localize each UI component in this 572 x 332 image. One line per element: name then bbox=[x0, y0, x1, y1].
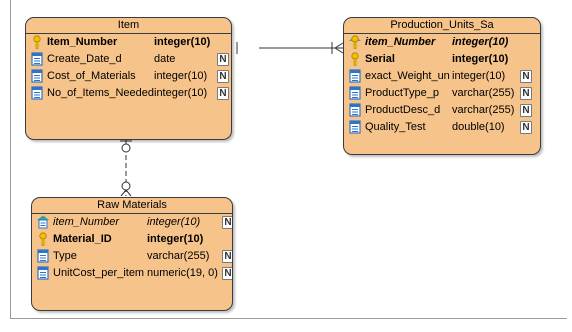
column-type: integer(10) bbox=[154, 36, 211, 48]
column-type: integer(10) bbox=[452, 53, 509, 65]
column-name: No_of_Items_Needed bbox=[47, 87, 155, 99]
column-row[interactable] bbox=[26, 85, 231, 102]
entity-title: Item bbox=[26, 18, 231, 34]
column-name: Serial bbox=[365, 53, 395, 65]
column-row[interactable] bbox=[344, 34, 540, 51]
column-list bbox=[26, 34, 231, 102]
column-type: varchar(255) bbox=[452, 87, 515, 99]
nullable-badge: N bbox=[520, 87, 532, 100]
nullable-badge: N bbox=[520, 121, 532, 134]
column-row[interactable] bbox=[32, 248, 232, 265]
primary-key-icon bbox=[36, 232, 50, 246]
column-type: integer(10) bbox=[147, 233, 204, 245]
column-row[interactable] bbox=[32, 214, 232, 231]
column-type: numeric(19, 0) bbox=[147, 267, 218, 279]
column-name: exact_Weight_un bbox=[365, 70, 450, 82]
column-name: Create_Date_d bbox=[47, 53, 122, 65]
column-icon bbox=[36, 266, 50, 280]
column-row[interactable] bbox=[26, 34, 231, 51]
column-name: ProductType_p bbox=[365, 87, 439, 99]
primary-key-icon bbox=[348, 52, 362, 66]
foreign-key-icon bbox=[36, 215, 50, 229]
column-type: integer(10) bbox=[452, 70, 506, 82]
entity-title: Raw Materials bbox=[32, 198, 232, 214]
column-row[interactable] bbox=[344, 68, 540, 85]
column-icon bbox=[30, 86, 44, 100]
nullable-badge: N bbox=[217, 53, 229, 66]
primary-foreign-key-icon bbox=[348, 35, 362, 49]
nullable-badge: N bbox=[520, 70, 532, 83]
column-row[interactable] bbox=[32, 265, 232, 282]
column-icon bbox=[348, 120, 362, 134]
nullable-badge: N bbox=[217, 87, 229, 100]
column-type: varchar(255) bbox=[452, 104, 515, 116]
column-row[interactable] bbox=[344, 102, 540, 119]
entity-item[interactable] bbox=[25, 17, 232, 140]
nullable-badge: N bbox=[222, 250, 233, 263]
column-icon bbox=[348, 103, 362, 117]
column-row[interactable] bbox=[26, 68, 231, 85]
column-row[interactable] bbox=[344, 119, 540, 136]
column-type: double(10) bbox=[452, 121, 505, 133]
column-row[interactable] bbox=[26, 51, 231, 68]
column-name: Quality_Test bbox=[365, 121, 426, 133]
column-list bbox=[32, 214, 232, 282]
column-row[interactable] bbox=[32, 231, 232, 248]
column-type: integer(10) bbox=[154, 87, 208, 99]
nullable-badge: N bbox=[217, 70, 229, 83]
column-row[interactable] bbox=[344, 51, 540, 68]
column-name: Material_ID bbox=[53, 233, 112, 245]
column-name: item_Number bbox=[53, 216, 120, 228]
column-icon bbox=[30, 52, 44, 66]
relationship-item-raw-materials[interactable] bbox=[120, 139, 132, 196]
primary-key-icon bbox=[30, 35, 44, 49]
nullable-badge: N bbox=[222, 216, 233, 229]
relationship-item-production[interactable] bbox=[237, 42, 343, 54]
column-type: integer(10) bbox=[147, 216, 201, 228]
column-type: integer(10) bbox=[154, 70, 208, 82]
column-name: item_Number bbox=[365, 36, 436, 48]
column-name: Cost_of_Materials bbox=[47, 70, 136, 82]
column-name: Item_Number bbox=[47, 36, 118, 48]
column-row[interactable] bbox=[344, 85, 540, 102]
column-name: ProductDesc_d bbox=[365, 104, 441, 116]
nullable-badge: N bbox=[222, 267, 233, 280]
column-icon bbox=[30, 69, 44, 83]
column-icon bbox=[348, 86, 362, 100]
column-list bbox=[344, 34, 540, 136]
entity-production-units[interactable] bbox=[343, 17, 541, 155]
column-icon bbox=[348, 69, 362, 83]
column-type: varchar(255) bbox=[147, 250, 210, 262]
column-name: UnitCost_per_item bbox=[53, 267, 145, 279]
nullable-badge: N bbox=[520, 104, 532, 117]
column-icon bbox=[36, 249, 50, 263]
column-name: Type bbox=[53, 250, 77, 262]
column-type: date bbox=[154, 53, 176, 65]
entity-title: Production_Units_Sa bbox=[344, 18, 540, 34]
entity-raw-materials[interactable] bbox=[31, 197, 233, 311]
column-type: integer(10) bbox=[452, 36, 509, 48]
